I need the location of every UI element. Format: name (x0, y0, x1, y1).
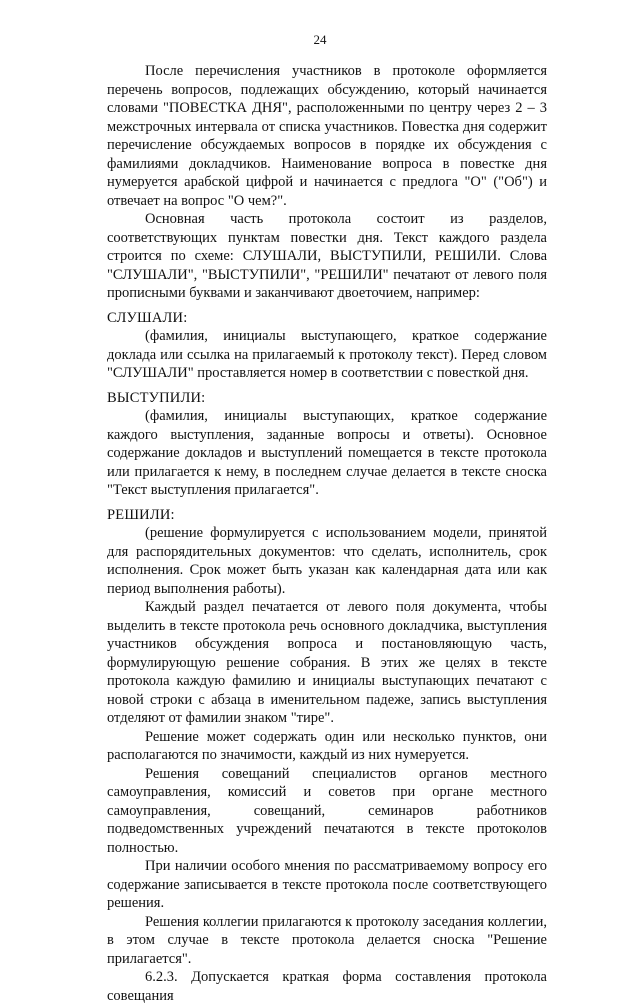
paragraph-decided: (решение формулируется с использованием модели, принятой для распорядительных документов: что сделать, исполнитель, срок исполнения. Срок может быть указан как календарная дата или как период выполнения работы). (107, 525, 547, 597)
heading-decided: РЕШИЛИ: (107, 506, 175, 523)
document-body (107, 62, 547, 1005)
page-number: 24 (313, 32, 327, 47)
paragraph-decision-items: Решение может содержать один или несколько пунктов, они располагаются по значимости, каждый из них нумеруется. (107, 728, 547, 763)
paragraph-board-decisions: Решения коллегии прилагаются к протоколу заседания коллегии, в этом случае в тексте протокола делается сноска "Решение прилагается". (107, 913, 547, 967)
paragraph-section-printing: Каждый раздел печатается от левого поля документа, чтобы выделить в тексте протокола речь основного докладчика, выступления участников обсуждения вопроса и постановляющую часть, формулирующую решение собрания. В этих же целях в тексте протокола каждую фамилию и инициалы выступающих печатают с новой строки с абзаца в именительном падеже, запись выступления отделяют от фамилии знаком "тире". (107, 599, 547, 726)
heading-heard: СЛУШАЛИ: (107, 309, 188, 326)
heading-spoke: ВЫСТУПИЛИ: (107, 389, 206, 406)
paragraph-heard: (фамилия, инициалы выступающего, краткое содержание доклада или ссылка на прилагаемый к протоколу текст). Перед словом "СЛУШАЛИ" проставляется номер в соответствии с повесткой дня. (107, 328, 547, 381)
paragraph-main-part: Основная часть протокола состоит из разделов, соответствующих пунктам повестки дня. Текст каждого раздела строится по схеме: СЛУШАЛИ, ВЫСТУПИЛИ, РЕШИЛИ. Слова "СЛУШАЛИ", "ВЫСТУПИЛИ", "РЕШИЛИ" печатают от левого поля прописными буквами и заканчивают двоеточием, например: (107, 211, 547, 301)
paragraph-meeting-decisions: Решения совещаний специалистов органов местного самоуправления, комиссий и советов при органе местного самоуправления, совещаний, семинаров работников подведомственных учреждений печатаются в тексте протоколов полностью. (107, 765, 547, 856)
paragraph-agenda: После перечисления участников в протоколе оформляется перечень вопросов, подлежащих обсуждению, который начинается словами "ПОВЕСТКА ДНЯ", расположенными по центру через 2 – 3 межстрочных интервала от списка участников. Повестка дня содержит перечисление обсуждаемых вопросов в порядке их обсуждения с фамилиями докладчиков. Наименование вопроса в повестке дня нумеруется арабской цифрой и начинается с предлога "О" ("Об") и отвечает на вопрос "О чем?". (107, 63, 547, 209)
paragraph-short-form: 6.2.3. Допускается краткая форма составления протокола совещания (107, 969, 547, 1004)
paragraph-spoke: (фамилия, инициалы выступающих, краткое содержание каждого выступления, заданные вопросы и ответы). Основное содержание докладов и выступлений помещается в тексте протокола или прилагается к нему, в последнем случае делается в тексте сноска "Текст выступления прилагается". (107, 408, 547, 498)
paragraph-special-opinion: При наличии особого мнения по рассматриваемому вопросу его содержание записывается в тексте протокола после соответствующего решения. (107, 858, 547, 911)
